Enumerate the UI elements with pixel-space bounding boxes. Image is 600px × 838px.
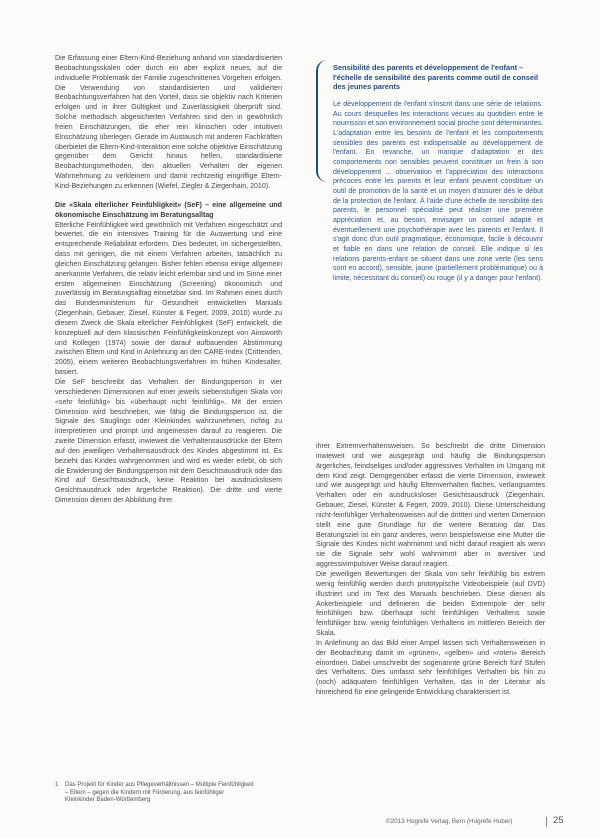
body-paragraph: ihrer Extremverhaltensweisen. So beschreibt die dritte Dimension inwieweit und wie ausgeprägt und häufig die Bindungsperson ärgerliches, feindseliges und/oder aggressives Verhalten im Umgang mit dem Kind zeigt. Demgegenüber erfasst die vierte Dimension, inwieweit und wie ausgeprägt und häufig Elternverhalten flaches, verlangsamtes Verhalten oder ein ausdrucksloser Gesichtsausdruck (Ziegenhain, Gebauer, Ziesel, Künster & Fegert, 2009, 2010). Diese Unterscheidung nicht-feinfühliger Verhaltensweisen auf die drittten und vierten Dimension stellt eine gute Grundlage für die weitere Beratung dar. Das Beratungsziel ist ein ganz anderes, wenn beispielsweise eine Mutter die Signale des Kindes nicht wahrnimmt und nicht darauf reagiert als wenn sie die Signale sehr wohl wahrnimmt aber in aversiver und aggressivimpulsiver Weise darauf reagiert.: [316, 443, 545, 569]
page-number: 25: [553, 815, 564, 826]
right-text-column: [316, 442, 545, 698]
footnote-marker: 1: [55, 782, 59, 788]
body-paragraph: Die Erfassung einer Eltern-Kind-Beziehung anhand von standardisierten Beobachtungsskalen oder durch ein aber explizit neues, auf die individuelle Problematik der Familie zugeschnittenes Vorgehen erfolgen. Die Verwendung von standardisierten und validierten Beobachtungsverfahren hat den Vorteil, dass sie objektiv nach Kriterien erfolgen und in ihrer Gültigkeit und Zuverlässigkeit überprüft sind. Solche methodisch abgesicherten Verfahren sind den in gewöhnlich freien Einschätzungen, die eher rein klinischen oder intuitiven Einschätzung überlegen. Gerade im Austausch mit anderen Fachkräften überbietet die Eltern-Kind-Interaktion eine solche objektive Einschätzung gegenüber dem Gericht hinaus helfen, standardisierte Beobachtungsmethoden, den aktuellen Verhalten der eigenen Wahrnehmung zu verkleinern und damit rechtzeitig eingriffige Eltern-Kind-Beziehungen zu erkennen (Wiefel, Ziegler & Ziegenhain, 2010).: [55, 55, 282, 190]
section-heading: Die «Skala elterlicher Feinfühligkeit» (SeF) – eine allgemeine und ökonomische Einschätzung im Beratungsalltag: [55, 201, 282, 219]
callout-bracket-decoration: [316, 60, 327, 182]
body-paragraph: Die SeF beschreibt das Verhalten der Bindungsperson in vier verschiedenen Dimensionen auf einer jeweils siebenstufigen Skala von «sehr feinfühlig» bis «überhaupt nicht feinfühlig». Mit der ersten Dimension wird beschrieben, wie fähig die Bindungsperson ist, die Signale des Säuglings oder Kleinkindes wahrzunehmen, richtig zu interpretieren und prompt und angemessen darauf zu reagieren. Die zweite Dimension erfasst, inwieweit die Verhaltensausdrücke der Eltern auf den jeweiligen Verhaltensausdruck des Kindes abgestimmt ist. Es bezieht das Kindes wahrgenommen und wird es wieder erlebt, ob sich die Erwiderung der Bindungsperson mit dem Gesichtsausdruck oder das Kind auf Gesichtsausdruck, keine Reaktion bei ausdruckslosem Gesichtsausdruck oder ärgerliche Reaktion). Die dritte und vierte Dimension dienen der Abbildung ihrer: [55, 379, 282, 505]
footer-divider: [546, 817, 547, 827]
page-footer: [386, 815, 576, 829]
callout-body: Le développement de l'enfant s'inscrit dans une série de relations. Au cours desquelles les interactions vécues au quotidien entre le nourrisson et son environnement social proche sont déterminantes. L'adaptation entre les besoins de l'enfant et les comportements sensibles des parents est indispensable au développement de l'enfant. En revanche, un manque d'adaptation et des comportements non sensibles peuvent constituer un frein à son développement ... observation et l'appréciation des interactions précoces entre les parents et leur enfant peuvent constituer un outil de promotion de la santé et un moyen d'assurer dès le début de la protection de l'enfant. À l'aide d'une échelle de sensibilité des parents, le personnel spécialisé peut réaliser une première appréciation et, au besoin, envisager un conseil adapté et éventuellement une psychothérapie avec les parents et l'enfant. Il s'agit donc d'un outil pragmatique, économique, facile à découvrir et fiable en dans une relation de conseil. Elle indique si les relations parents-enfant se situent dans une zone verte (les sens sont en accord), sensible, jaune (partiellement problématique) ou à limite, nécessitant du conseil) ou rouge (il y a danger pour l'enfant).: [333, 101, 543, 282]
body-paragraph: Die jeweiligen Bewertungen der Skala von sehr feinfühlig bis extrem wenig feinfühlig werden durch prototypische Videobeispiele (auf DVD) illustriert und im Text des Manuals beschrieben. Diese dienen als Ankerbeispiele und definieren die beiden Extrempole der sehr feinfühligen bzw. überhaupt nicht feinfühligen Verhaltens sowie feinfühliger bzw. wenig feinfühligen Verhaltens im mittleren Bereich der Skala.: [316, 570, 545, 638]
left-text-column: [55, 54, 282, 506]
callout-title: Sensibilité des parents et développement de l'enfant – l'échelle de sensibilité des parents comme outil de conseil des jeunes parents: [333, 63, 539, 91]
body-paragraph: Elterliche Feinfühligkeit wird gewöhnlich mit Verfahren eingeschätzt und bewertet, die ein intensives Training für die Auswertung und eine entsprechende Reliabilität erfordern. Dies bedeutet, im sichergestellten, dass mit geringen, die mit einem Verfahren arbeiten, tatsächlich zu gleichen Einschätzung gelangen. Bisher fehlen ebenso einige allgemein anerkannte Verfahren, die relativ leicht erlernbar sind und im Sinne einer ersten allgemeinen Einschätzung (Screening) ökonomisch und zuverlässig im Beratungsalltag einsetzbar sind. Im Rahmen eines durch das Bundesministerium für Gesundheit entwickelten Manuals (Ziegenhain, Gebauer, Ziesel, Künster & Fegert, 2009, 2010) wurde zu diesem Zweck die Skala elterlicher Feinfühligkeit (SeF) entwickelt, die konzeptuell auf dem klassischen Feinfühligkeitskonzept von Ainsworth und Kollegen (1974) sowie der darauf aufbauenden Abstimmung zwischen Eltern und Kind in Anlehnung an den CARE-Index (Crittenden, 2005), einem weiteren Beobachtungsverfahren im frühen Kindesalter, basiert.: [55, 221, 282, 377]
body-paragraph: In Anlehnung an das Bild einer Ampel lassen sich Verhaltensweisen in der Beobachtung damit im «grünen», «gelben» und «roten» Bereich einordnen. Dabei umschreibt der sogenannte grüne Bereich fünf Stufen des Verhaltens. Dies umfasst sehr feinfühliges Verhalten bis hin zu (noch) adäquatem feinfühligen Verhalten, das in der Literatur als hinreichend für eine gelingende Entwicklung charakterisiert ist.: [316, 639, 545, 697]
copyright-notice: ©2013 Hogrefe Verlag, Bern (Hogrefe Huber): [386, 818, 513, 825]
footnote-text: Das Projekt für Kinder aus Pflegeverhältnissen – Multiple Feinfühligkeit – Eltern – gegen die Kindern mit Förderung, aus feinfühliger Kleinkinder Baden-Württemberg: [65, 782, 254, 804]
